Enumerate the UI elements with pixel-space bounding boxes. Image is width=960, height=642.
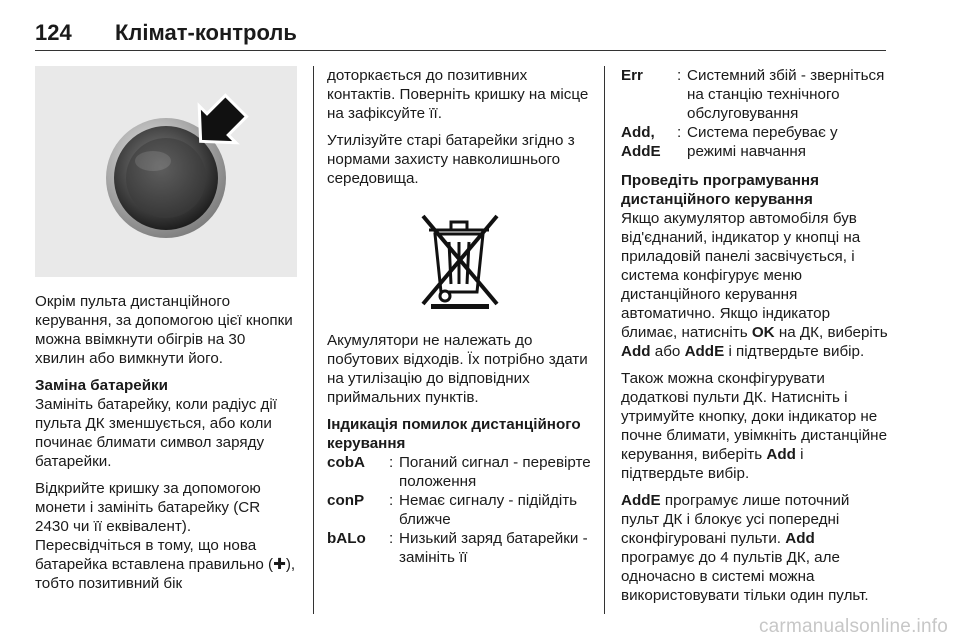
adde-term: AddE: [684, 343, 725, 360]
error-description: Немає сигналу - підійдіть ближче: [399, 492, 578, 528]
text-run: і підтвердьте вибір.: [621, 446, 804, 482]
colon: :: [677, 124, 682, 141]
colon: :: [389, 454, 394, 471]
programming-heading: Проведіть програмування дистанційного керування: [621, 172, 819, 208]
error-heading: Індикація помилок дистанційного керування: [327, 416, 581, 452]
column-divider-2: [604, 66, 605, 614]
error-description: Низький заряд батарейки - замініть її: [399, 530, 588, 566]
programming-paragraph-1: [621, 209, 889, 361]
watermark: carmanualsonline.info: [758, 616, 948, 637]
crossed-out-wheelie-bin-icon: [419, 212, 501, 310]
ok-term: OK: [751, 324, 775, 341]
page-header: [35, 20, 885, 52]
error-code: Err: [621, 67, 643, 84]
error-code-row: [327, 529, 593, 567]
error-description: Поганий сигнал - перевірте положення: [399, 454, 591, 490]
column-divider-1: [313, 66, 314, 614]
header-rule: [35, 50, 886, 51]
error-code: Add, AddE: [621, 124, 661, 160]
add-term: Add: [766, 446, 796, 463]
colon: :: [677, 67, 682, 84]
error-description: Система перебуває у режимі навчання: [687, 124, 838, 160]
battery-paragraph-2-b: ), тобто позитивний бік: [35, 556, 296, 592]
error-code-list-cont: [621, 66, 889, 161]
error-code-row: [327, 491, 593, 529]
error-code-row: [327, 453, 593, 491]
error-code: cobA: [327, 454, 365, 471]
page-number: 124: [35, 20, 72, 45]
error-code: conP: [327, 492, 365, 509]
add-term: Add: [785, 530, 815, 547]
column-3: [621, 66, 889, 613]
battery-paragraph-2: [35, 479, 297, 593]
error-code-row: [621, 123, 889, 161]
text-run: програмує лише поточний пульт ДК і блокує усі попередні сконфігуровані пульти.: [621, 492, 850, 547]
error-code: bALo: [327, 530, 366, 547]
text-run: на ДК, виберіть: [774, 324, 888, 341]
disposal-paragraph: Утилізуйте старі батарейки згідно з нормами захисту навколишнього середовища.: [327, 132, 575, 187]
error-code-row: [621, 66, 889, 123]
intro-paragraph: Окрім пульта дистанційного керування, за допомогою цієї кнопки можна ввімкнути обігрів на 30 хвилин або вимкнути його.: [35, 293, 293, 367]
column-2: [327, 66, 593, 567]
adde-term: AddE: [621, 492, 661, 509]
text-run: і підтвердьте вибір.: [724, 343, 865, 360]
remote-button-photo: [35, 66, 297, 277]
error-code-list: [327, 453, 593, 567]
programming-paragraph-2: [621, 369, 889, 483]
text-run: Якщо акумулятор автомобіля був від'єднаний, індикатор у кнопці на приладовій панелі засвічується, і система конфігурує меню дистанційного керування автоматично. Якщо індикатор блимає, натисніть: [621, 210, 861, 341]
add-term: Add: [621, 343, 651, 360]
recycle-wrap: [327, 212, 593, 315]
remote-key-button-icon: [35, 66, 297, 277]
colon: :: [389, 492, 394, 509]
battery-paragraph-2-a: Відкрийте кришку за допомогою монети і замініть батарейку (CR 2430 чи її еквівалент). Пересвідчіться в тому, що нова батарейка вставлена правильно (: [35, 480, 274, 573]
text-run: Також можна сконфігурувати додаткові пульти ДК. Натисніть і утримуйте кнопку, доки індикатор не почне блимати, увімкніть дистанційне керування, виберіть: [621, 370, 888, 463]
text-run: або: [650, 343, 685, 360]
battery-paragraph-1: Замініть батарейку, коли радіус дії пульта ДК зменшується, або коли починає блимати символ заряду батарейки.: [35, 396, 277, 470]
battery-heading: Заміна батарейки: [35, 377, 168, 394]
plus-symbol: ✚: [273, 556, 286, 573]
column-1: [35, 292, 297, 601]
programming-paragraph-3: [621, 491, 889, 605]
error-description: Системний збій - зверніться на станцію технічного обслуговування: [687, 67, 885, 122]
continuation-paragraph-1: доторкається до позитивних контактів. Поверніть кришку на місце на зафіксуйте її.: [327, 67, 589, 122]
colon: :: [389, 530, 394, 547]
text-run: програмує до 4 пультів ДК, але одночасно в системі можна використовувати тільки один пульт.: [621, 549, 869, 604]
chapter-title: Клімат-контроль: [115, 20, 297, 45]
battery-waste-paragraph: Акумулятори не належать до побутових відходів. Їх потрібно здати на утилізацію до відповідних приймальних пунктів.: [327, 332, 588, 406]
